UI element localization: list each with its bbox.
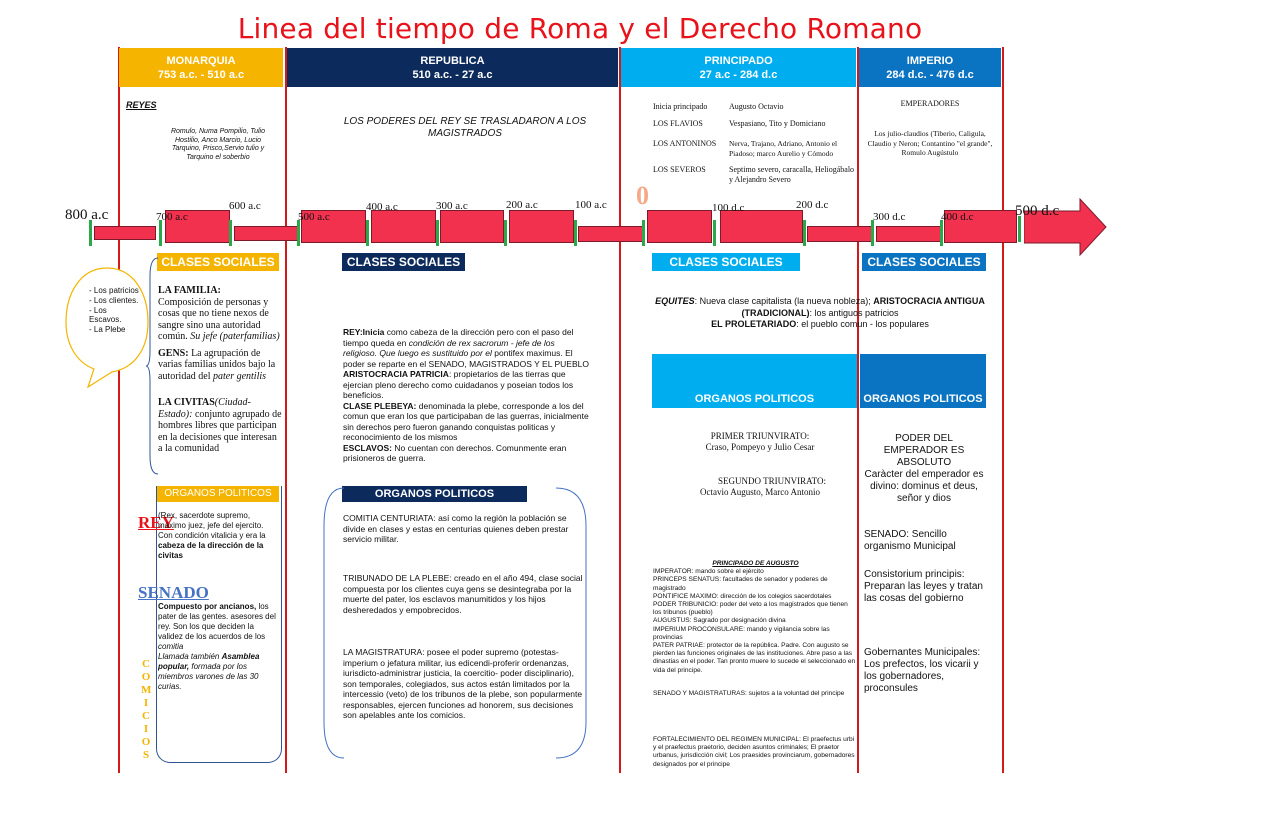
organos-monarquia: ORGANOS POLITICOS [157, 486, 279, 502]
page-title: Linea del tiempo de Roma y el Derecho Romano [237, 12, 923, 45]
republica-clases-text: REY:Inicia como cabeza de la dirección pero con el paso del tiempo queda en condición de rex sacrorum - jefe de los religioso. Que luego es sustituido por el pontifex maximus. El poder se reparte en el SENADO, MAGISTRADOS Y EL PUEBLO ARISTOCRACIA PATRICIA: propietarios de las tierras que ejercian pleno derecho como cuidadanos y poseian todos los beneficios. CLASE PLEBEYA: denominada la plebe, corresponde a los del comun que eran los que participaban de las guerras, inicialmente sin derechos pero fueron ganando conquistas politicas y reconocimiento de los mismos ESCLAVOS: No cuentan con derechos. Comunmente eran prisioneros de guerra. [343, 327, 589, 463]
clases-sociales-imperio: CLASES SOCIALES [862, 253, 986, 271]
kings-list: Romulo, Numa Pompilio, Tulio Hostilio, Anco Marcio, Lucio Tarquino, Prisco,Servio tulio y Tarquino el soberbio [170, 128, 265, 161]
divider-line [619, 47, 621, 773]
timeline-label: 300 a.c [436, 200, 468, 212]
primer-triunvirato: PRIMER TRIUNVIRATO: Craso, Pompeyo y Julio Cesar [705, 431, 815, 452]
clases-sociales-monarquia: CLASES SOCIALES [157, 253, 279, 271]
timeline-tick [574, 220, 577, 246]
timeline-tick [642, 220, 645, 246]
organos-imperio-block [860, 354, 986, 408]
timeline-label: 800 a.c [65, 207, 109, 223]
timeline-label: 100 d.c [712, 202, 745, 214]
organos-republica: ORGANOS POLITICOS [342, 486, 527, 502]
era-republica [287, 48, 618, 87]
timeline-tick [297, 220, 300, 246]
reyes-heading: REYES [126, 100, 157, 110]
clases-sociales-republica: CLASES SOCIALES [342, 253, 465, 271]
tribunado-text: TRIBUNADO DE LA PLEBE: creado en el año 494, clase social compuesta por los clientes cuya gens se desintegraba por la muerte del pater, los esclavos manumitidos y los hijos desheredados y empobrecidos. [343, 573, 583, 615]
comitia-text: COMITIA CENTURIATA: así como la región la población se divide en clases y estas en centurias quienes deben prestar servicio militar. [343, 513, 569, 544]
imperio-consistorium: Consistorium principis: Preparan las leyes y tratan las cosas del gobierno [864, 569, 983, 604]
era-imperio [859, 48, 1001, 87]
timeline-label: 500 a.c [298, 211, 330, 223]
imperio-gobernantes: Gobernantes Municipales: Los prefectos, los vicarii y los gobernadores, proconsules [864, 647, 981, 694]
timeline-segment [509, 210, 574, 243]
monarquia-clases-text: LA FAMILIA: Composición de personas y cosas que no tiene nexos de sangre sino una autoridad común. Su jefe (paterfamilias) GENS: La agrupación de varias familias unidos bajo la autoridad del pater gentilis LA CIVITAS(Ciudad-Estado): conjunto agrupado de hombres libres que participan en la decisiones que interesan a la comunidad [158, 285, 282, 454]
comicios-label: COMICIOS [141, 658, 152, 761]
segundo-triunvirato: SEGUNDO TRIUNVIRATO: Octavio Augusto, Marco Antonio [700, 476, 826, 497]
rey-label: REY [138, 513, 174, 532]
organos-label: ORGANOS POLITICOS [863, 393, 983, 405]
clases-sociales-principado: CLASES SOCIALES [652, 253, 800, 271]
principado-clases-text: EQUITES: Nueva clase capitalista (la nueva nobleza); ARISTOCRACIA ANTIGUA (TRADICIONAL): los antiguos patricios EL PROLETARIADO: el pueblo comun - los populares [655, 296, 985, 329]
timeline-segment [371, 210, 436, 243]
timeline-tick [713, 220, 716, 246]
era-name: IMPERIO [906, 54, 954, 67]
era-monarquia [119, 48, 283, 87]
timeline-tick [436, 220, 439, 246]
era-name: REPUBLICA [420, 54, 485, 67]
timeline-label: 300 d.c [873, 211, 906, 223]
era-principado [621, 48, 856, 87]
senado-text: Compuesto por ancianos, los pater de las gentes. asesores del rey. Son los que deciden la validez de los acuerdos de los comitia Llamada también Asamblea popular, formada por los miembros varones de las 30 curias. [158, 602, 276, 691]
timeline-segment [807, 226, 872, 242]
principado-row: Inicia principado Augusto Octavio [653, 102, 784, 111]
imperio-poder: PODER DEL EMPERADOR ES ABSOLUTO Caràcter del emperador es divino: dominus et deus, señor y dios [864, 433, 984, 504]
timeline-segment [876, 226, 941, 242]
era-range: 284 d.c. - 476 d.c [886, 68, 974, 81]
emperadores-text: Los julio-claudios (Tiberio, Caligula, Claudio y Neron; Contantino "el grande", Romulo Augústulo [867, 129, 993, 157]
senado-label: SENADO [138, 583, 209, 602]
timeline-label: 500 d.c [1015, 203, 1060, 219]
timeline-label-zero: 0 [636, 181, 649, 210]
timeline-tick [366, 220, 369, 246]
principado-table [653, 102, 858, 185]
magistratura-text: LA MAGISTRATURA: posee el poder supremo (potestas- imperium o jefatura militar, ius edicendi-proferir ordenanzas, iurisdicto-administrar justicia, la coercitio- poder disciplinario), son temporales, colegiados, sus actos están limitados por la intercessio (veto) de los tribunos de la plebe, son popularmente responsables, ejercen funciones ad honorem, sus decisiones son apelables ante los comicios. [343, 647, 583, 720]
principado-fortal: FORTALECIMIENTO DEL REGIMEN MUNICIPAL: El praefectus urbi y el praefectus praetorio, deciden asuntos criminales; El praetor urbanus, jurisdicción civil; Los praesides provinciarum, gobernadores designados por el principe [653, 736, 855, 768]
timeline-tick [803, 220, 806, 246]
timeline-label: 400 d.c [941, 211, 974, 223]
timeline-tick [504, 220, 507, 246]
principado-augusto: PRINCIPADO DE AUGUSTO IMPERATOR: mando sobre el ejército PRINCEPS SENATUS: facultades de senador y poderes de magistrado PONTIFICE MAXIMO: dirección de los colegios sacerdotales PODER TRIBUNICIO: poder del veto a los magistrados que tienen los tribunos (pueblo) AUGUSTUS: Sagrado por designación divina IMPERIUM PROCONSULARE: mando y vigilancia sobre las provincias PATER PATRIAE: protector de la república. Padre. Con augusto se pierden las funciones originales de las instituciones. Abre paso a las dinastias en el poder. Tan pronto muere lo sucede el seleccionado en vida del principe. [653, 560, 856, 674]
era-range: 753 a.c. - 510 a.c [157, 68, 245, 81]
era-name: MONARQUIA [166, 54, 236, 67]
principado-row: LOS SEVEROS Septimo severo, caracalla, Heliogábalo y Alejandro Severo [653, 165, 855, 184]
callout-text: - Los patricios - Los clientes. - Los Escavos. - La Plebe [89, 286, 139, 335]
emperadores-heading: EMPERADORES [900, 99, 960, 108]
timeline-label: 200 d.c [796, 199, 829, 211]
principado-row: LOS ANTONINOS Nerva, Trajano, Adriano, Antonio el Piadoso; marco Aurelio y Cómodo [653, 139, 838, 158]
timeline-segment [578, 226, 643, 242]
timeline-label: 700 a.c [156, 211, 188, 223]
timeline-label: 400 a.c [366, 201, 398, 213]
timeline-segment [720, 210, 803, 243]
principado-senado: SENADO Y MAGISTRATURAS: sujetos a la voluntad del principe [653, 690, 845, 697]
timeline-segment [94, 226, 156, 240]
organos-label: ORGANOS POLITICOS [694, 393, 815, 405]
divider-line [1002, 47, 1004, 773]
divider-line [285, 47, 287, 773]
timeline-segment [647, 210, 712, 243]
rey-text: (Rex, sacerdote supremo, máximo juez, jefe del ejercito. Con condición vitalicia y era la cabeza de la dirección de la civitas [158, 511, 266, 560]
timeline-segment [440, 210, 504, 243]
timeline-label: 600 a.c [229, 200, 261, 212]
principado-row: LOS FLAVIOS Vespasiano, Tito y Domiciano [653, 119, 826, 128]
era-range: 27 a.c - 284 d.c [699, 68, 778, 81]
divider-line [118, 47, 120, 773]
timeline-segment [234, 226, 298, 241]
timeline-label: 100 a.c [575, 199, 607, 211]
organos-principado-block [652, 354, 857, 408]
timeline-tick [940, 220, 943, 246]
imperio-senado: SENADO: Sencillo organismo Municipal [864, 529, 956, 552]
republica-intro: LOS PODERES DEL REY SE TRASLADARON A LOS MAGISTRADOS [343, 116, 587, 139]
timeline-tick [871, 220, 874, 246]
timeline-tick [159, 220, 162, 246]
timeline-tick [229, 220, 232, 246]
timeline-label: 200 a.c [506, 199, 538, 211]
era-range: 510 a.c. - 27 a.c [412, 68, 493, 81]
era-name: PRINCIPADO [704, 54, 773, 67]
